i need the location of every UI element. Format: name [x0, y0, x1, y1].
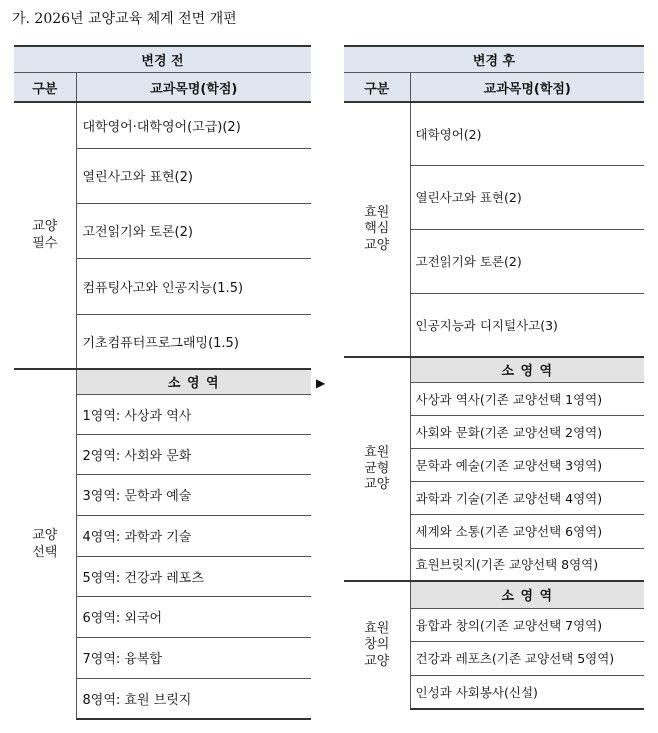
course-cell: 과학과 기술(기존 교양선택 4영역) — [410, 481, 644, 514]
course-cell: 융합과 창의(기존 교양선택 7영역) — [410, 608, 644, 641]
category-label: 효원 균형 교양 — [364, 444, 390, 493]
course-cell: 4영역: 과학과 기술 — [76, 515, 311, 556]
category-label: 교양 선택 — [32, 528, 58, 560]
course-cell: 건강과 레포츠(기존 교양선택 5영역) — [410, 641, 644, 675]
course-cell: 3영역: 문학과 예술 — [76, 474, 311, 515]
category-label: 효원 창의 교양 — [364, 621, 390, 669]
table-row — [14, 102, 311, 148]
category-elective — [14, 369, 76, 719]
after-title: 변경 후 — [344, 46, 644, 73]
before-table — [14, 45, 311, 720]
after-title-row — [344, 46, 644, 73]
course-cell: 6영역: 외국어 — [76, 596, 311, 637]
category-required — [14, 102, 76, 369]
course-cell: 인공지능과 디지털사고(3) — [415, 317, 558, 333]
course-cell: 효원브릿지(기존 교양선택 8영역) — [415, 557, 599, 573]
after-category-header: 구분 — [344, 73, 410, 103]
course-cell: 세계와 소통(기존 교양선택 6영역) — [410, 514, 644, 548]
course-cell: 7영역: 융복합 — [76, 637, 311, 678]
before-column-header-row — [14, 73, 311, 103]
course-cell: 열린사고와 표현(2) — [76, 148, 311, 203]
area-header: 소 영 역 — [410, 357, 644, 382]
after-column-header-row — [344, 73, 644, 103]
course-cell: 기초컴퓨터프로그래밍(1.5) — [82, 335, 239, 351]
course-cell: 고전읽기와 토론(2) — [76, 203, 311, 258]
area-header-row — [344, 581, 644, 608]
arrow-icon: ▶ — [316, 376, 326, 390]
before-course-header: 교과목명(학점) — [76, 73, 311, 103]
area-header: 소 영 역 — [76, 369, 311, 394]
category-creative — [344, 581, 410, 709]
course-cell: 2영역: 사회와 문화 — [76, 434, 311, 474]
course-cell: 1영역: 사상과 역사 — [76, 394, 311, 434]
course-cell: 대학영어(2) — [410, 102, 644, 165]
area-header: 소 영 역 — [410, 581, 644, 608]
area-header-row — [344, 357, 644, 382]
course-cell: 문학과 예술(기존 교양선택 3영역) — [410, 448, 644, 481]
course-cell: 5영역: 건강과 레포츠 — [76, 556, 311, 596]
before-title: 변경 전 — [14, 46, 311, 73]
category-label: 교양 필수 — [32, 219, 58, 251]
course-cell: 사상과 역사(기존 교양선택 1영역) — [410, 382, 644, 415]
course-cell: 컴퓨팅사고와 인공지능(1.5) — [76, 258, 311, 314]
section-heading: 가. 2026년 교양교육 체계 전면 개편 — [12, 11, 237, 27]
before-title-row — [14, 46, 311, 73]
course-cell: 대학영어·대학영어(고급)(2) — [76, 102, 311, 148]
course-cell: 인성과 사회봉사(신설) — [410, 675, 644, 709]
course-cell: 고전읽기와 토론(2) — [410, 229, 644, 293]
category-core — [344, 102, 410, 357]
category-balance — [344, 357, 410, 581]
course-cell: 8영역: 효원 브릿지 — [76, 678, 311, 719]
after-table — [344, 45, 644, 710]
area-header-row — [14, 369, 311, 394]
category-label: 효원 핵심 교양 — [364, 205, 390, 253]
after-course-header: 교과목명(학점) — [410, 73, 644, 103]
course-cell: 열린사고와 표현(2) — [410, 165, 644, 229]
table-row — [344, 102, 644, 165]
before-category-header: 구분 — [14, 73, 76, 103]
course-cell: 사회와 문화(기존 교양선택 2영역) — [410, 415, 644, 448]
